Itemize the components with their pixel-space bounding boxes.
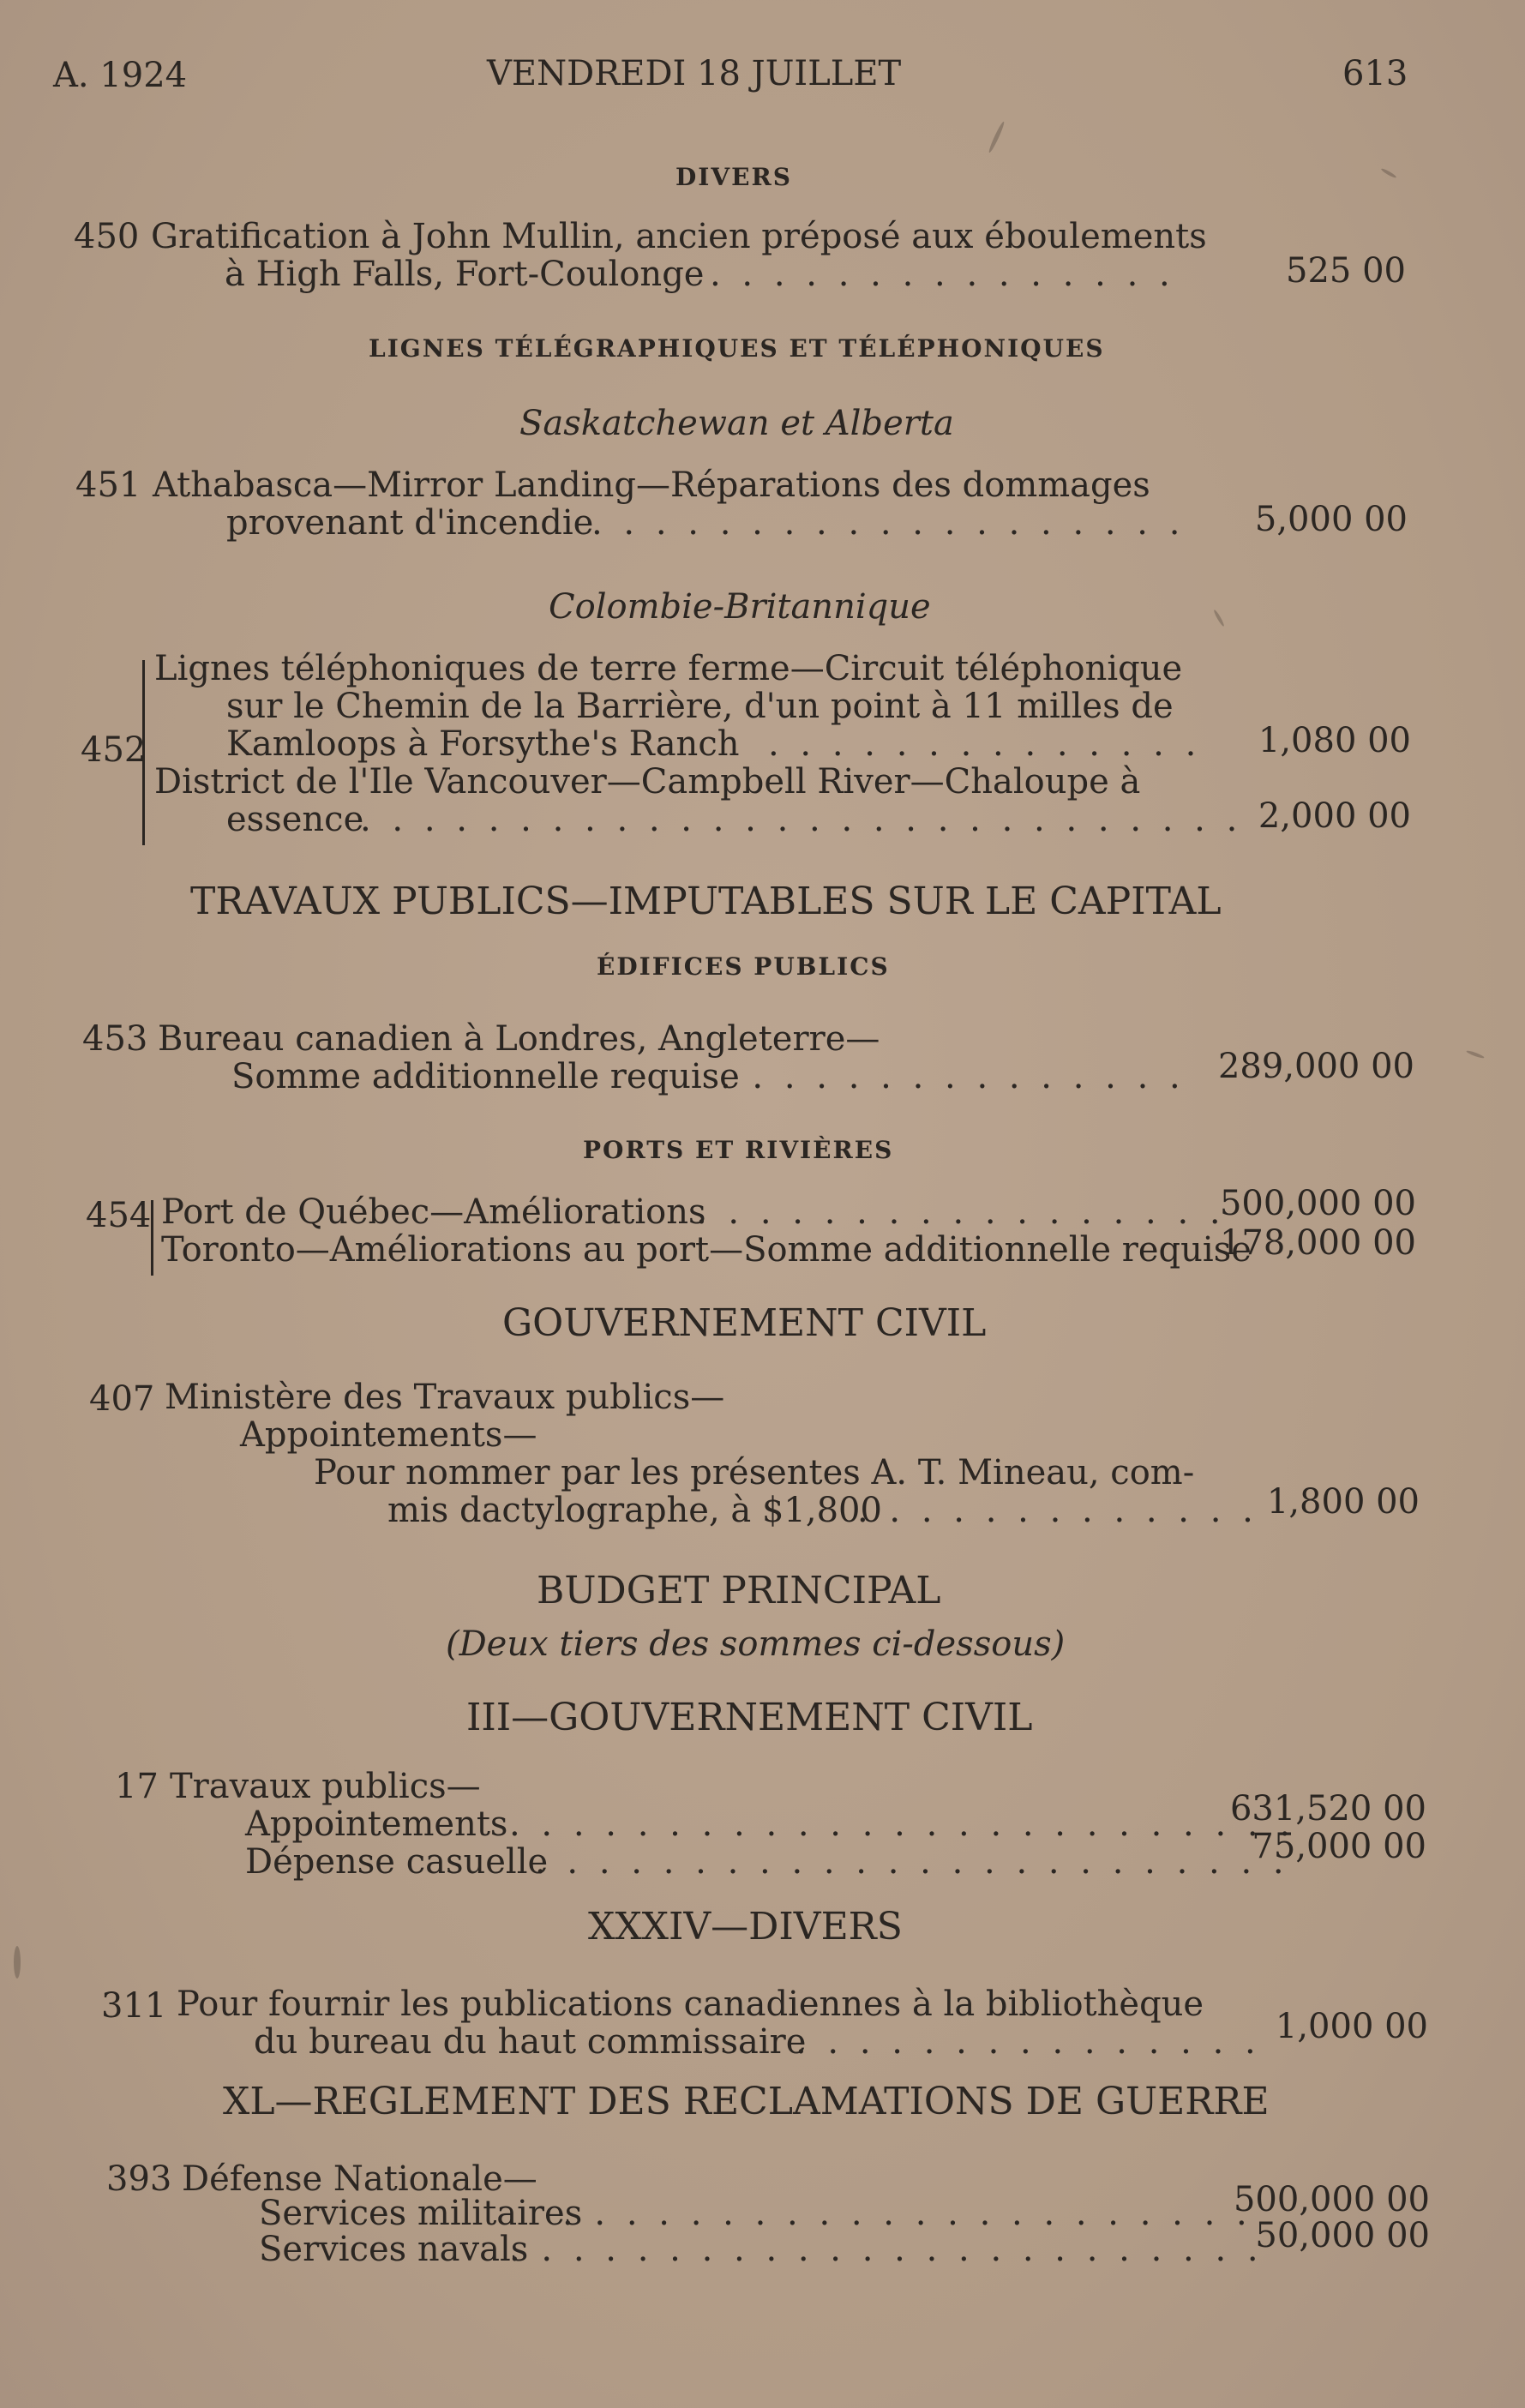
item-452-a-line3: Kamloops à Forsythe's Ranch (226, 724, 740, 764)
item-453-line1: Bureau canadien à Londres, Angleterre— (158, 1019, 880, 1059)
amount-393-militaires: 500,000 00 (1233, 2180, 1430, 2219)
amount-17-depense: 75,000 00 (1252, 1827, 1426, 1866)
item-451-line2: provenant d'incendie (226, 503, 594, 543)
item-number-17: 17 (115, 1767, 159, 1806)
item-311-line1: Pour fournir les publications canadiennes à la bibliothèque (177, 1985, 1204, 2024)
paper-mark (988, 121, 1006, 153)
item-452-a-line1: Lignes téléphoniques de terre ferme—Circuit téléphonique (154, 649, 1183, 688)
leader-dots: . . . . . . . . . . . . . . . (710, 255, 1175, 294)
item-number-452: 452 (81, 730, 147, 770)
section-heading-divers: DIVERS (675, 163, 792, 191)
item-17-line2: Appointements (245, 1804, 508, 1844)
leader-dots: . . . . . . . . . . . . . . . . . . . . . . . . (535, 1842, 1289, 1882)
leader-dots: . . . . . . . . . . . . . . . . . . . (591, 503, 1186, 543)
item-407-line2: Appointements— (240, 1415, 537, 1455)
header-date: VENDREDI 18 JUILLET (487, 54, 902, 93)
amount-17-appointements: 631,520 00 (1229, 1789, 1426, 1829)
bracket (151, 1200, 153, 1276)
paper-mark (1380, 167, 1396, 178)
item-452-b-line2: essence (226, 800, 364, 839)
section-heading-budget-principal: BUDGET PRINCIPAL (537, 1569, 941, 1612)
leader-dots: . . . . . . . . . . . . . . . . . . . . . . . . . (509, 1804, 1296, 1844)
item-number-311: 311 (101, 1986, 167, 2026)
item-450-line1: Gratification à John Mullin, ancien préposé aux éboulements (151, 217, 1207, 256)
item-454-a-line: Port de Québec—Améliorations (161, 1192, 706, 1232)
item-number-393: 393 (106, 2159, 172, 2199)
item-number-454: 454 (86, 1196, 152, 1235)
amount-454-a: 500,000 00 (1219, 1184, 1416, 1223)
item-451-line1: Athabasca—Mirror Landing—Réparations des dommages (153, 465, 1150, 505)
amount-453: 289,000 00 (1217, 1047, 1414, 1086)
leader-dots: . . . . . . . . . . . . . (857, 1491, 1258, 1530)
item-number-450: 450 (74, 217, 140, 256)
item-453-line2: Somme additionnelle requise (231, 1057, 740, 1096)
budget-subheading: (Deux tiers des sommes ci-dessous) (446, 1624, 1066, 1664)
item-17-line3: Dépense casuelle (245, 1842, 549, 1882)
item-number-407: 407 (89, 1379, 155, 1419)
amount-451: 5,000 00 (1254, 500, 1408, 539)
item-17-line1: Travaux publics— (170, 1767, 481, 1806)
paper-mark (1213, 609, 1225, 627)
amount-454-b: 178,000 00 (1219, 1223, 1416, 1263)
item-407-line1: Ministère des Travaux publics— (165, 1378, 725, 1417)
subheading-ports-rivieres: PORTS ET RIVIÈRES (583, 1136, 894, 1164)
section-heading-travaux-publics: TRAVAUX PUBLICS—IMPUTABLES SUR LE CAPITAL (190, 880, 1222, 923)
leader-dots: . . . . . . . . . . . . . . (768, 724, 1202, 764)
amount-452-a: 1,080 00 (1258, 721, 1411, 760)
section-heading-xxxiv: XXXIV—DIVERS (588, 1905, 903, 1949)
item-number-453: 453 (82, 1019, 148, 1059)
header-year: A. 1924 (53, 56, 188, 95)
item-407-line4: mis dactylographe, à $1,800 (387, 1491, 882, 1530)
leader-dots: . . . . . . . . . . . . . . . . . (696, 1192, 1226, 1232)
item-number-451: 451 (75, 465, 141, 505)
item-393-line1: Défense Nationale— (182, 2159, 537, 2199)
item-407-line3: Pour nommer par les présentes A. T. Mineau, com- (314, 1453, 1195, 1492)
item-452-a-line2: sur le Chemin de la Barrière, d'un point à 11 milles de (226, 687, 1174, 726)
item-393-line2: Services militaires (259, 2194, 583, 2233)
paper-mark (14, 1946, 21, 1979)
item-393-line3: Services navals (259, 2230, 529, 2269)
amount-452-b: 2,000 00 (1258, 796, 1411, 836)
amount-450: 525 00 (1286, 251, 1406, 291)
item-454-b-line: Toronto—Améliorations au port—Somme additionnelle requise (161, 1230, 1252, 1270)
leader-dots: . . . . . . . . . . . . . . . . . . . . . . (562, 2194, 1252, 2233)
section-heading-xl: XL—REGLEMENT DES RECLAMATIONS DE GUERRE (223, 2080, 1270, 2123)
section-heading-gouvernement-civil: GOUVERNEMENT CIVIL (502, 1301, 987, 1345)
leader-dots: . . . . . . . . . . . . . . . (796, 2022, 1261, 2062)
leader-dots: . . . . . . . . . . . . . . . (720, 1057, 1186, 1096)
subheading-colombie-britannique: Colombie-Britannique (549, 587, 931, 627)
leader-dots: . . . . . . . . . . . . . . . . . . . . . . . . (509, 2230, 1264, 2269)
amount-311: 1,000 00 (1275, 2007, 1428, 2046)
subheading-edifices-publics: ÉDIFICES PUBLICS (597, 952, 890, 981)
header-page-number: 613 (1342, 54, 1408, 93)
section-heading-telegraph: LIGNES TÉLÉGRAPHIQUES ET TÉLÉPHONIQUES (369, 334, 1105, 363)
item-311-line2: du bureau du haut commissaire (254, 2022, 807, 2062)
subheading-saskatchewan: Saskatchewan et Alberta (519, 404, 954, 443)
leader-dots: . . . . . . . . . . . . . . . . . . . . . . . . . . . . (360, 800, 1243, 839)
paper-mark (1466, 1049, 1485, 1059)
amount-407: 1,800 00 (1266, 1482, 1420, 1522)
item-452-b-line1: District de l'Ile Vancouver—Campbell River—Chaloupe à (154, 762, 1141, 802)
section-heading-iii: III—GOUVERNEMENT CIVIL (466, 1696, 1033, 1739)
item-450-line2: à High Falls, Fort-Coulonge (225, 255, 705, 294)
amount-393-navals: 50,000 00 (1255, 2216, 1430, 2255)
